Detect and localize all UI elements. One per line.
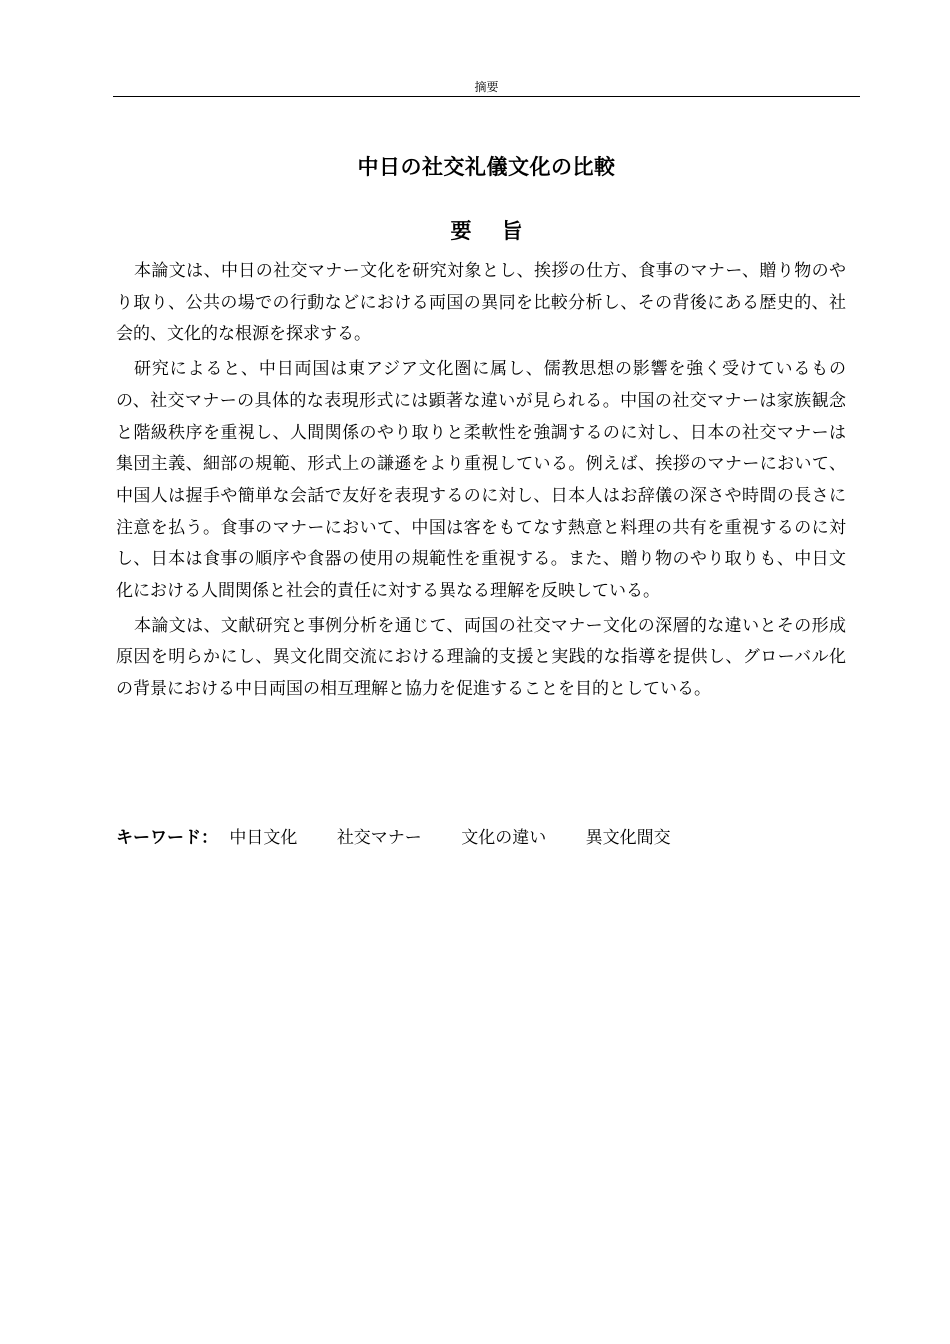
keyword-item: 異文化間交 [585,828,671,848]
abstract-paragraph-2: 研究によると、中日両国は東アジア文化圏に属し、儒教思想の影響を強く受けているものの、社交マナーの具体的な表現形式には顕著な違いが見られる。中国の社交マナーは家族観念と階級秩序を重視し、人間関係のやり取りと柔軟性を強調するのに対し、日本の社交マナーは集団主義、細部の規範、形式上の謙遜をより重視している。例えば、挨拶のマナーにおいて、中国人は握手や簡単な会話で友好を表現するのに対し、日本人はお辞儀の深さや時間の長さに注意を払う。食事のマナーにおいて、中国は客をもてなす熱意と料理の共有を重視するのに対し、日本は食事の順序や食器の使用の規範性を重視する。また、贈り物のやり取りも、中日文化における人間関係と社会的責任に対する異なる理解を反映している。 [116,359,846,602]
paper-title: 中日の社交礼儀文化の比較 [357,155,616,179]
abstract-body [116,256,846,709]
page-header [113,78,860,97]
abstract-paragraph-1: 本論文は、中日の社交マナー文化を研究対象とし、挨拶の仕方、食事のマナー、贈り物のやり取り、公共の場での行動などにおける両国の異同を比較分析し、その背後にある歴史的、社会的、文化的な根源を探求する。 [116,261,846,345]
running-title: 摘要 [474,80,499,94]
keyword-item: 文化の違い [461,828,547,848]
keyword-item: 社交マナー [336,828,422,848]
keywords-label: キーワード： [116,828,218,848]
keyword-item: 中日文化 [229,828,298,848]
keywords-line [116,824,856,852]
abstract-paragraph-3: 本論文は、文献研究と事例分析を通じて、両国の社交マナー文化の深層的な違いとその形成原因を明らかにし、異文化間交流における理論的支援と実践的な指導を提供し、グローバル化の背景における中日両国の相互理解と協力を促進することを目的としている。 [116,615,846,700]
abstract-heading: 要旨 [450,219,553,243]
